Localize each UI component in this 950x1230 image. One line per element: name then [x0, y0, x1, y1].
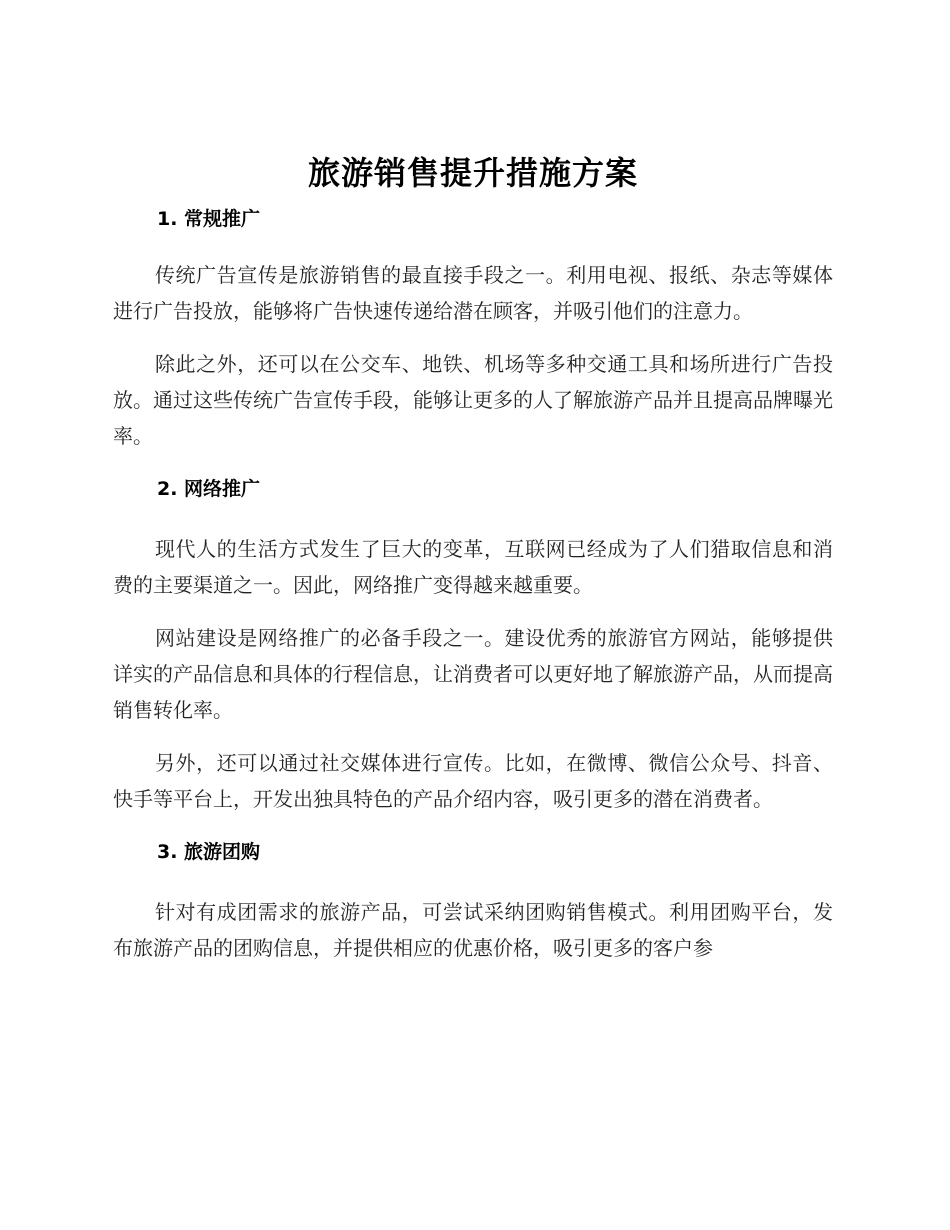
paragraph: 另外，还可以通过社交媒体进行宣传。比如，在微博、微信公众号、抖音、快手等平台上，开发出独具特色的产品介绍内容，吸引更多的潜在消费者。 [113, 751, 833, 811]
document-title: 旅游销售提升措施方案 [307, 154, 638, 192]
paragraph: 针对有成团需求的旅游产品，可尝试采纳团购销售模式。利用团购平台，发布旅游产品的团购信息，并提供相应的优惠价格，吸引更多的客户参 [113, 900, 833, 960]
section-heading-group-buying: 3. 旅游团购 [157, 841, 261, 863]
section-heading-online-promotion: 2. 网络推广 [157, 478, 261, 500]
section-heading-regular-promotion: 1. 常规推广 [157, 208, 261, 230]
paragraph: 传统广告宣传是旅游销售的最直接手段之一。利用电视、报纸、杂志等媒体进行广告投放，能够将广告快速传递给潜在顾客，并吸引他们的注意力。 [113, 263, 833, 323]
paragraph: 除此之外，还可以在公交车、地铁、机场等多种交通工具和场所进行广告投放。通过这些传统广告宣传手段，能够让更多的人了解旅游产品并且提高品牌曝光率。 [113, 352, 833, 448]
paragraph: 网站建设是网络推广的必备手段之一。建设优秀的旅游官方网站，能够提供详实的产品信息和具体的行程信息，让消费者可以更好地了解旅游产品，从而提高销售转化率。 [113, 626, 833, 722]
paragraph: 现代人的生活方式发生了巨大的变革，互联网已经成为了人们猎取信息和消费的主要渠道之一。因此，网络推广变得越来越重要。 [113, 537, 833, 597]
document-content [113, 150, 833, 966]
